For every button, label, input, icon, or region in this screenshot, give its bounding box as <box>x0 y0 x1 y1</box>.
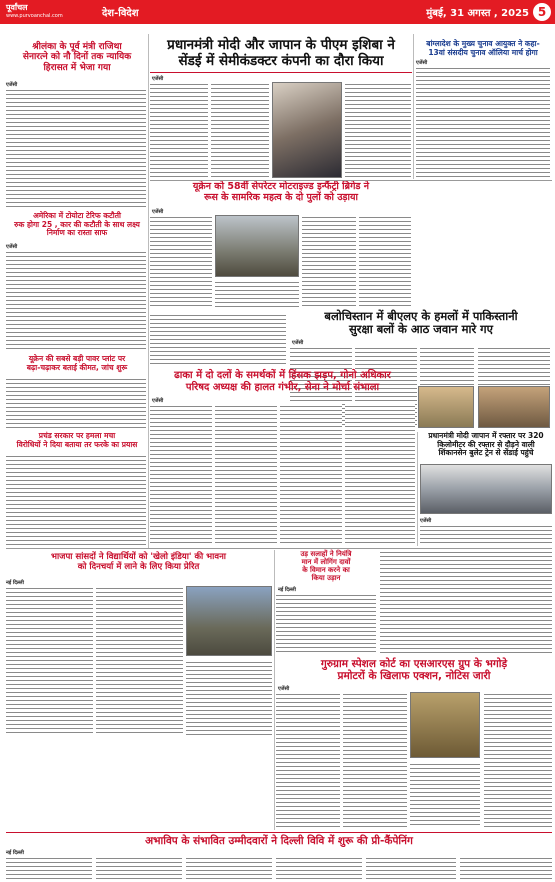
dhaka-body-col4 <box>345 404 415 544</box>
sri-lanka-body <box>6 88 146 208</box>
bangladesh-byline: एजेंसी <box>416 60 428 66</box>
flight-headline: उड़ सलाहों ने नियंत्रि मान में लोगिंग दावों के विमान करने का किया उड़ान <box>300 550 352 583</box>
ukraine-bridges-body-col1 <box>150 215 212 308</box>
america-tariff-byline: एजेंसी <box>6 244 18 250</box>
balochistan-byline: एजेंसी <box>292 340 304 346</box>
flight-byline: नई दिल्ली <box>278 587 296 593</box>
dhaka-continued <box>380 550 552 653</box>
abvp-body-col4 <box>276 856 362 880</box>
divider <box>150 180 552 181</box>
bullet-train-body <box>420 524 552 544</box>
column-rule <box>148 34 149 549</box>
column-rule <box>417 432 418 546</box>
modi-japan-photo <box>272 82 342 178</box>
prachand-headline: प्रचंड सरकार पर हमला मचा विरोधियों ने दिया बताया तर फरके का प्रयास <box>16 431 138 449</box>
students-body-col2 <box>96 586 183 736</box>
dhaka-headline: ढाका में दो दलों के समर्थकों में हिंसक झड़प, गोनो अधिकार परिषद अध्यक्ष की हालत गंभीर, सेना ने मोर्चा संभाला <box>174 370 391 393</box>
abvp-headline: अभाविप के संभावित उम्मीदवारों ने दिल्ली विवि में शुरू की प्री-कैंपेनिंग <box>145 835 413 847</box>
sri-lanka-headline: श्रीलंका के पूर्व मंत्री राजिथा सेनारत्ने को नौ दिनों तक न्यायिक हिरासत में भेजा गया <box>22 42 132 73</box>
gurugram-headline: गुरुग्राम स्पेशल कोर्ट का एसआरएस ग्रुप के भगोड़े प्रमोटरों के खिलाफ एक्शन, नोटिस जारी <box>320 658 508 683</box>
modi-japan-body-col3 <box>345 82 411 178</box>
students-byline: नई दिल्ली <box>6 580 24 586</box>
abvp-body-col6 <box>460 856 552 880</box>
modi-japan-body-col2 <box>211 82 269 178</box>
students-body-col3 <box>186 660 272 736</box>
sri-lanka-byline: एजेंसी <box>6 82 18 88</box>
gurugram-body-col4 <box>484 692 552 828</box>
abvp-byline: नई दिल्ली <box>6 850 24 856</box>
abvp-body-col2 <box>96 856 182 880</box>
abvp-body-col5 <box>366 856 456 880</box>
students-headline: भाजपा सांसदों ने विद्यार्थियों को 'खेलो इंडिया' की भावना को दिनचर्या में लाने के लिए किया प्रेरित <box>50 552 227 572</box>
ukraine-bridges-body-col4 <box>359 215 411 308</box>
modi-japan-headline: प्रधानमंत्री मोदी और जापान के पीएम इशिबा ने सेंडई में सेमीकंडक्टर कंपनी का दौरा किया <box>167 37 395 69</box>
bangladesh-body <box>416 66 550 178</box>
ukraine-bridges-byline: एजेंसी <box>152 209 164 215</box>
ukraine-power-body <box>6 377 146 429</box>
brand-url: www.purvoanchal.com <box>6 13 63 19</box>
section-title: देश-विदेश <box>102 8 139 19</box>
page-number: 5 <box>533 3 551 21</box>
ukraine-bridges-continued <box>150 313 286 365</box>
gurugram-byline: एजेंसी <box>278 686 290 692</box>
dhaka-body-col3 <box>280 404 342 544</box>
gurugram-body-col1 <box>276 692 340 828</box>
divider <box>6 832 552 833</box>
america-tariff-body <box>6 250 146 350</box>
gurugram-photo <box>410 692 480 758</box>
issue-date: मुंबई, 31 अगस्त , 2025 <box>426 8 529 19</box>
ukraine-bridges-body-col2 <box>215 280 299 308</box>
modi-japan-body-col1 <box>150 82 208 178</box>
abvp-body-col3 <box>186 856 272 880</box>
dhaka-body-col2 <box>215 404 277 544</box>
column-rule <box>274 550 275 830</box>
balochistan-body-col4 <box>478 346 550 386</box>
divider <box>150 72 412 73</box>
divider <box>6 548 552 549</box>
balochistan-photo-1 <box>418 386 474 428</box>
bullet-train-byline: एजेंसी <box>420 518 432 524</box>
dhaka-byline: एजेंसी <box>152 398 164 404</box>
abvp-body-col1 <box>6 856 92 880</box>
gurugram-body-col2 <box>343 692 407 828</box>
bangladesh-headline: बांग्लादेश के मुख्य चुनाव आयुक्त ने कहा- 13वां संसदीय चुनाव ऑलिया मार्च होगा <box>426 39 540 57</box>
bullet-train-photo <box>420 464 552 514</box>
modi-japan-byline: एजेंसी <box>152 76 164 82</box>
balochistan-headline: बलोचिस्तान में बीएलए के हमलों में पाकिस्तानी सुरक्षा बलों के आठ जवान मारे गए <box>324 309 518 337</box>
america-tariff-headline: अमेरिका में टोयोटा टेरिफ कटौती रुक होगा 25 , कार की कटौती के साथ लक्ष्य निर्माण का रास्ता साफ <box>14 211 140 238</box>
ukraine-power-headline: यूक्रेन की सबसे बड़ी पावर प्लांट पर बढ़ा-चढ़ाकर बताई कीमत, जांच शुरू <box>26 354 128 372</box>
masthead <box>0 0 555 24</box>
prachand-body <box>6 454 146 547</box>
ukraine-bridges-body-col3 <box>302 215 356 308</box>
column-rule <box>413 34 414 179</box>
brand-logo: पूर्वांचल www.purvoanchal.com <box>0 3 92 21</box>
ukraine-bridges-photo <box>215 215 299 277</box>
students-photo <box>186 586 272 656</box>
bullet-train-headline: प्रधानमंत्री मोदी जापान में रफ्तार पर 320 किलोमीटर की रफ्तार से दौड़ने वाली शिंकानसेन बुलेट ट्रेन से सेंडाई पहुंचे <box>428 431 544 458</box>
gurugram-body-col3 <box>410 762 480 828</box>
students-body-col1 <box>6 586 93 736</box>
balochistan-photo-2 <box>478 386 550 428</box>
ukraine-bridges-headline: यूक्रेन को 58वीं सेपरेटर मोटराइज्ड इन्फैंट्री ब्रिगेड ने रूस के सामरिक महत्व के दो पुलों को उड़ाया <box>192 181 370 203</box>
flight-body <box>276 593 376 653</box>
dhaka-body-col1 <box>150 404 212 544</box>
